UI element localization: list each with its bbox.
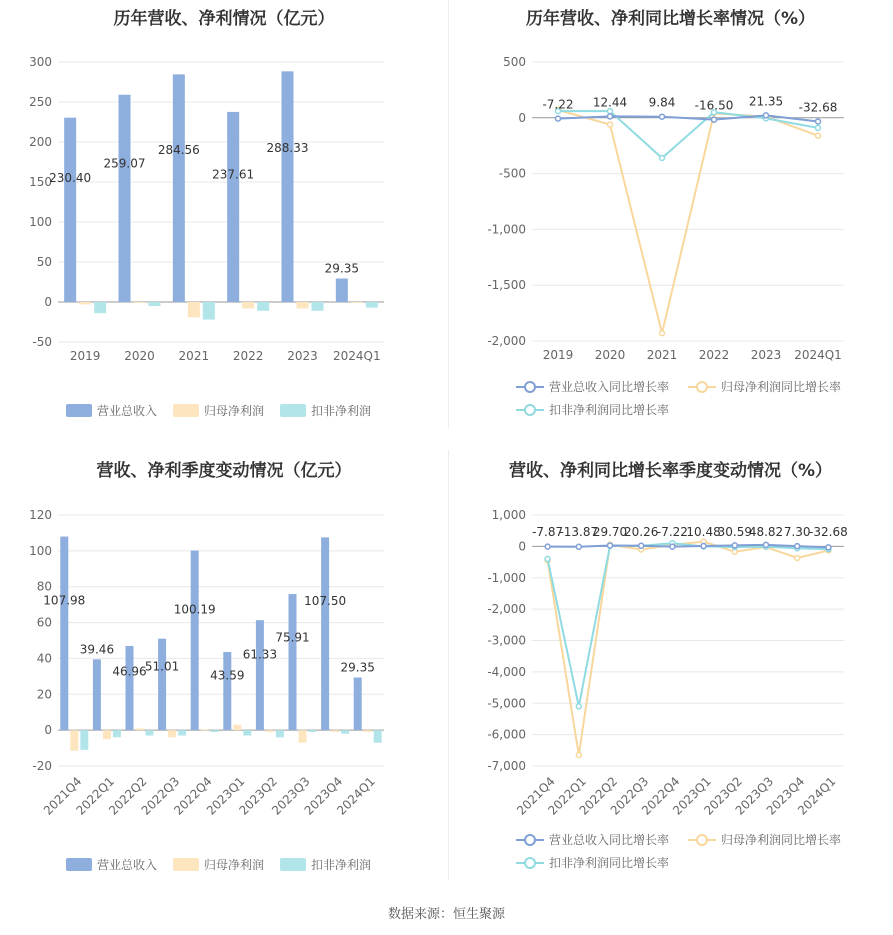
x-tick-label: 2021Q4 bbox=[514, 774, 558, 818]
data-label: 288.33 bbox=[266, 141, 309, 156]
y-tick-label: -5,000 bbox=[487, 696, 526, 711]
data-label: -7.22 bbox=[542, 97, 574, 112]
y-tick-label: 0 bbox=[518, 110, 526, 125]
legend-swatch bbox=[173, 858, 199, 871]
data-label: 107.98 bbox=[43, 593, 86, 608]
bar-net-profit bbox=[188, 302, 200, 317]
bar-deducted-profit bbox=[211, 730, 219, 732]
data-label: 12.44 bbox=[592, 95, 628, 110]
bar-revenue bbox=[289, 594, 297, 730]
bar-net-profit bbox=[136, 728, 144, 730]
bar-deducted-profit bbox=[257, 302, 269, 311]
data-point bbox=[795, 544, 800, 549]
data-point bbox=[576, 544, 581, 549]
data-point bbox=[816, 125, 821, 130]
bar-revenue bbox=[60, 537, 68, 731]
x-tick-label: 2019 bbox=[69, 349, 101, 363]
y-tick-label: 120 bbox=[29, 508, 52, 522]
data-point bbox=[545, 544, 550, 549]
y-tick-label: 150 bbox=[29, 175, 52, 189]
x-tick-label: 2022Q4 bbox=[638, 774, 683, 818]
bar-deducted-profit bbox=[309, 730, 317, 732]
legend-marker bbox=[697, 382, 707, 392]
data-point bbox=[608, 114, 613, 119]
x-tick-label: 2021 bbox=[178, 349, 210, 363]
bar-net-profit bbox=[134, 302, 146, 303]
data-label: 9.84 bbox=[648, 95, 676, 110]
bar-deducted-profit bbox=[312, 302, 324, 311]
chart-title: 营收、净利季度变动情况（亿元） bbox=[96, 461, 352, 481]
x-tick-label: 2024Q1 bbox=[794, 348, 842, 362]
bar-net-profit bbox=[297, 302, 309, 308]
legend-label: 营业总收入同比增长率 bbox=[549, 380, 670, 394]
x-tick-label: 2023Q1 bbox=[203, 774, 248, 818]
data-label: 284.56 bbox=[157, 143, 200, 158]
y-tick-label: -2,000 bbox=[487, 334, 526, 348]
bar-net-profit bbox=[266, 730, 274, 732]
data-point bbox=[576, 704, 581, 709]
data-source: 数据来源：恒生聚源 bbox=[387, 907, 505, 922]
y-tick-label: 80 bbox=[36, 579, 52, 594]
y-tick-label: 50 bbox=[36, 255, 52, 269]
y-tick-label: 300 bbox=[29, 55, 52, 69]
x-tick-label: 2023Q1 bbox=[670, 774, 714, 818]
data-label: 107.50 bbox=[304, 593, 347, 608]
data-label: -13.87 bbox=[559, 525, 599, 539]
bar-net-profit bbox=[242, 302, 254, 308]
data-label: 100.19 bbox=[173, 602, 216, 617]
bar-deducted-profit bbox=[276, 730, 284, 737]
x-tick-label: 2023 bbox=[750, 348, 782, 362]
x-tick-label: 2022Q3 bbox=[138, 774, 183, 818]
data-point bbox=[576, 753, 581, 758]
chart-title: 营收、净利同比增长率季度变动情况（%） bbox=[508, 461, 833, 481]
y-tick-label: 100 bbox=[29, 543, 52, 558]
x-tick-label: 2019 bbox=[542, 348, 574, 362]
y-tick-label: 200 bbox=[29, 135, 52, 149]
y-tick-label: -4,000 bbox=[487, 664, 526, 679]
bar-deducted-profit bbox=[203, 302, 215, 320]
data-label: 259.07 bbox=[103, 156, 146, 171]
data-point bbox=[608, 122, 613, 127]
y-tick-label: -1,000 bbox=[487, 570, 526, 585]
x-tick-label: 2023Q3 bbox=[732, 774, 777, 818]
y-tick-label: 0 bbox=[44, 295, 52, 309]
x-tick-label: 2023Q2 bbox=[236, 774, 281, 818]
legend-swatch bbox=[280, 858, 306, 871]
legend-swatch bbox=[173, 404, 199, 417]
x-tick-label: 2024Q1 bbox=[334, 774, 378, 818]
data-label: -16.50 bbox=[694, 98, 734, 113]
x-tick-label: 2023 bbox=[287, 349, 318, 363]
x-tick-label: 2023Q3 bbox=[269, 774, 313, 818]
bar-net-profit bbox=[168, 730, 176, 737]
legend-label: 营业总收入同比增长率 bbox=[549, 833, 670, 847]
x-tick-label: 2022Q1 bbox=[545, 774, 589, 818]
data-point bbox=[545, 556, 550, 561]
data-label: 29.35 bbox=[340, 660, 375, 675]
bar-net-profit bbox=[201, 729, 209, 730]
legend-label: 营业总收入 bbox=[97, 858, 158, 872]
bar-revenue bbox=[126, 646, 134, 730]
bar-net-profit bbox=[233, 725, 241, 730]
data-label: 43.59 bbox=[210, 668, 245, 683]
bar-revenue bbox=[93, 659, 101, 730]
bar-net-profit bbox=[351, 302, 363, 303]
bar-revenue bbox=[158, 639, 166, 730]
legend-marker bbox=[525, 405, 535, 415]
chart-title: 历年营收、净利情况（亿元） bbox=[113, 9, 335, 29]
legend-label: 归母净利润 bbox=[204, 404, 265, 418]
bar-revenue bbox=[227, 112, 239, 302]
legend-label: 扣非净利润 bbox=[311, 858, 372, 872]
data-point bbox=[795, 555, 800, 560]
data-point bbox=[639, 543, 644, 548]
bar-deducted-profit bbox=[80, 730, 88, 750]
data-label: -32.68 bbox=[809, 525, 848, 539]
x-tick-label: 2022Q4 bbox=[171, 774, 215, 818]
legend-label: 扣非净利润 bbox=[311, 404, 372, 418]
bar-revenue bbox=[191, 551, 199, 731]
x-tick-label: 2023Q2 bbox=[701, 774, 745, 818]
data-label: 51.01 bbox=[144, 659, 180, 674]
data-label: 10.48 bbox=[686, 525, 721, 539]
y-tick-label: -7,000 bbox=[487, 759, 526, 773]
data-point bbox=[816, 133, 821, 138]
y-tick-label: 20 bbox=[36, 687, 52, 702]
y-tick-label: 250 bbox=[29, 95, 52, 109]
data-point bbox=[764, 542, 769, 547]
bar-revenue bbox=[173, 74, 185, 302]
bar-revenue bbox=[321, 537, 329, 730]
quarterly-growth-chart bbox=[448, 450, 893, 890]
y-tick-label: 500 bbox=[503, 55, 526, 69]
data-point bbox=[608, 543, 613, 548]
data-label: 75.91 bbox=[275, 630, 310, 645]
legend-label: 扣非净利润同比增长率 bbox=[549, 403, 670, 417]
data-point bbox=[732, 543, 737, 548]
bar-revenue bbox=[336, 279, 348, 302]
x-tick-label: 2022Q2 bbox=[106, 774, 150, 818]
y-tick-label: 40 bbox=[36, 651, 52, 666]
legend-marker bbox=[697, 835, 707, 845]
quarterly-revenue-profit-panel bbox=[0, 450, 448, 890]
y-tick-label: 60 bbox=[36, 615, 52, 630]
data-label: 21.35 bbox=[748, 94, 784, 109]
legend-label: 营业总收入 bbox=[97, 404, 158, 418]
legend-swatch bbox=[66, 404, 92, 417]
bar-deducted-profit bbox=[374, 730, 382, 743]
data-label: 46.96 bbox=[112, 664, 147, 679]
data-label: 61.33 bbox=[242, 647, 278, 662]
data-point bbox=[712, 117, 717, 122]
bar-deducted-profit bbox=[366, 302, 378, 308]
bar-revenue bbox=[354, 678, 362, 731]
quarterly-growth-panel bbox=[448, 450, 893, 890]
x-tick-label: 2023Q4 bbox=[301, 774, 346, 818]
data-label: 48.82 bbox=[748, 525, 784, 539]
data-point bbox=[826, 545, 831, 550]
x-tick-label: 2020 bbox=[124, 349, 155, 363]
bar-deducted-profit bbox=[341, 730, 349, 734]
bar-net-profit bbox=[331, 730, 339, 732]
annual-growth-panel bbox=[448, 0, 893, 430]
x-tick-label: 2023Q4 bbox=[763, 774, 808, 818]
x-tick-label: 2022Q2 bbox=[576, 774, 621, 818]
series-line-net-profit-growth bbox=[558, 110, 818, 333]
legend-swatch bbox=[280, 404, 306, 417]
legend-marker bbox=[525, 835, 535, 845]
annual-growth-chart bbox=[448, 0, 893, 430]
legend-label: 归母净利润同比增长率 bbox=[721, 833, 842, 847]
legend-marker bbox=[525, 858, 535, 868]
data-point bbox=[660, 331, 665, 336]
y-tick-label: -20 bbox=[32, 759, 52, 773]
bar-deducted-profit bbox=[94, 302, 106, 313]
data-label: 29.70 bbox=[592, 525, 628, 539]
data-point bbox=[660, 114, 665, 119]
data-label: 20.26 bbox=[624, 525, 659, 539]
data-point bbox=[556, 116, 561, 121]
data-label: 30.59 bbox=[717, 525, 752, 539]
bar-net-profit bbox=[364, 730, 372, 732]
bar-net-profit bbox=[70, 730, 78, 751]
data-label: 7.30 bbox=[783, 525, 811, 539]
bar-net-profit bbox=[103, 730, 111, 739]
legend-swatch bbox=[66, 858, 92, 871]
x-tick-label: 2022 bbox=[232, 349, 264, 363]
legend-label: 归母净利润 bbox=[204, 858, 265, 872]
data-label: -7.87 bbox=[532, 525, 564, 539]
data-label: -7.22 bbox=[656, 525, 688, 539]
x-tick-label: 2024Q1 bbox=[794, 774, 839, 818]
bar-revenue bbox=[282, 71, 294, 302]
data-point bbox=[764, 113, 769, 118]
data-label: 230.40 bbox=[49, 171, 92, 186]
legend-label: 归母净利润同比增长率 bbox=[721, 380, 842, 394]
bar-deducted-profit bbox=[146, 730, 154, 735]
x-tick-label: 2024Q1 bbox=[333, 349, 381, 363]
bar-deducted-profit bbox=[149, 302, 161, 306]
x-tick-label: 2022 bbox=[698, 348, 730, 362]
x-tick-label: 2021 bbox=[646, 348, 678, 362]
y-tick-label: 0 bbox=[518, 539, 526, 554]
y-tick-label: -6,000 bbox=[487, 727, 526, 742]
data-label: 39.46 bbox=[79, 642, 115, 657]
y-tick-label: -2,000 bbox=[487, 602, 526, 617]
data-point bbox=[701, 544, 706, 549]
legend-marker bbox=[525, 382, 535, 392]
bar-revenue bbox=[256, 620, 264, 730]
quarterly-revenue-profit-chart bbox=[0, 450, 448, 890]
y-tick-label: -1,000 bbox=[487, 222, 526, 237]
y-tick-label: 1,000 bbox=[491, 508, 526, 522]
data-label: 237.61 bbox=[212, 167, 255, 182]
y-tick-label: 100 bbox=[29, 215, 52, 229]
y-tick-label: 0 bbox=[44, 723, 52, 738]
legend-label: 扣非净利润同比增长率 bbox=[549, 856, 670, 870]
bar-deducted-profit bbox=[113, 730, 121, 737]
x-tick-label: 2022Q3 bbox=[607, 774, 652, 818]
x-tick-label: 2022Q1 bbox=[73, 774, 118, 818]
bar-net-profit bbox=[299, 730, 307, 743]
x-tick-label: 2021Q4 bbox=[40, 774, 85, 818]
bar-net-profit bbox=[79, 302, 91, 304]
bar-revenue bbox=[119, 95, 131, 302]
y-tick-label: -1,500 bbox=[487, 278, 526, 293]
annual-revenue-profit-panel bbox=[0, 0, 448, 430]
bar-revenue bbox=[64, 118, 76, 302]
y-tick-label: -50 bbox=[32, 335, 52, 349]
bar-deducted-profit bbox=[243, 730, 251, 735]
chart-title: 历年营收、净利同比增长率情况（%） bbox=[525, 9, 816, 29]
data-point bbox=[670, 544, 675, 549]
data-label: -32.68 bbox=[798, 100, 838, 115]
data-label: 29.35 bbox=[324, 261, 360, 276]
bar-revenue bbox=[223, 652, 231, 730]
data-point bbox=[660, 155, 665, 160]
y-tick-label: -3,000 bbox=[487, 633, 526, 648]
x-tick-label: 2020 bbox=[594, 348, 626, 362]
data-point bbox=[816, 119, 821, 124]
bar-deducted-profit bbox=[178, 730, 186, 735]
y-tick-label: -500 bbox=[498, 166, 526, 181]
annual-revenue-profit-chart bbox=[0, 0, 448, 430]
